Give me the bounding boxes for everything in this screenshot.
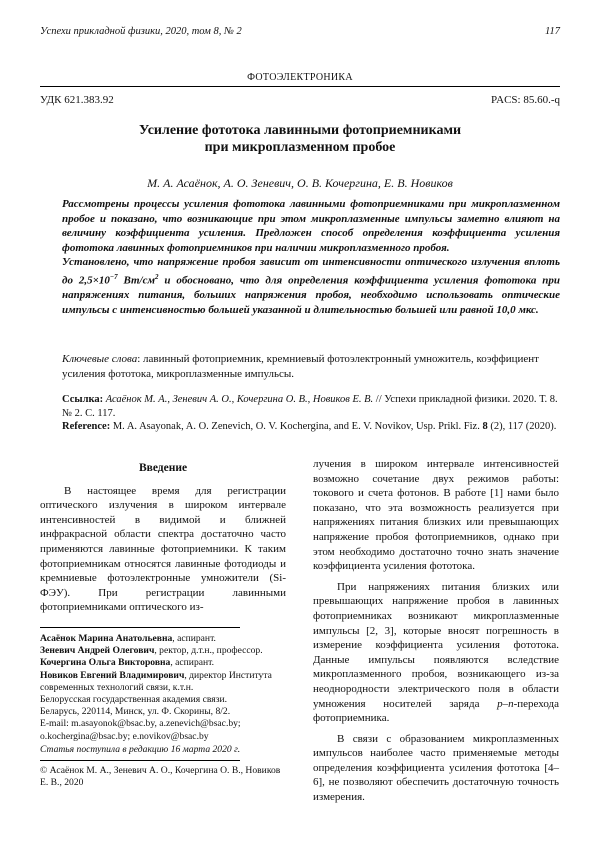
citation-ru-rest: // Успехи прикладной физики. 2020. Т. 8. № 2. С. 117. — [62, 394, 558, 419]
address: Беларусь, 220114, Минск, ул. Ф. Скорины, 8/2. — [40, 706, 231, 718]
author-role: , аспирант. — [170, 657, 214, 669]
author-role: , аспирант. — [172, 633, 216, 644]
author-name: Новиков Евгений Владимирович — [40, 669, 185, 681]
right-column — [313, 457, 559, 805]
intro-paragraph-1-cont: лучения в широком интервале интенсивностей возможно сочетание двух режимов работы: токового и счета фотонов. В работе [1] нами было показано, что эта возможность реализуется при напряжениях питания близких или превышающих напряжение пробоя фотоприемников, однако при этом необходимо достаточно точно знать значение коэффициента усиления фототока. — [313, 458, 559, 573]
title-line-1: Усиление фототока лавинными фотоприемниками — [138, 123, 462, 138]
author-info-item — [40, 633, 290, 645]
author-name: Кочергина Ольга Викторовна — [40, 657, 171, 669]
paragraph-text: При напряжениях питания близких или превышающих напряжение пробоя в лавинных фотоприемниках возникают микроплазменные импульсы [2, 3], которые вносят погрешность в измерение коэффициента усиления фототока. Данные импульсы появляются вследствие микроплазменного пробоя, возникающего из-за неоднородности электрического поля в области умножения носителей заряда — [313, 580, 559, 710]
rubric-divider — [40, 86, 560, 87]
author-name: Асаёнок Марина Анатольевна — [40, 633, 173, 644]
citation-en-volume: 8 — [482, 421, 488, 433]
citation-en — [62, 420, 560, 434]
received-date: Статья поступила в редакцию 16 марта 2020 г. — [40, 744, 241, 755]
abstract-text: Установлено, что напряжение пробоя зависит от интенсивности оптического излучения вплоть до 2,5×10 — [62, 256, 560, 287]
footnote-divider — [40, 627, 240, 628]
citation-ru-label: Ссылка: — [62, 394, 104, 405]
intro-paragraph-1: В настоящее время для регистрации оптического излучения в широком интервале интенсивностей в видимой и ближней инфракрасной области спектра достаточно часто применяются лавинные фотоприемники. К таким фотоприемникам относятся лавинные фотодиоды и кремниевые фотоэлектронные умножители (Si-ФЭУ). При регистрации лавинными фотоприемниками оптического из- — [40, 484, 286, 614]
title-line-2: при микроплазменном пробое — [204, 140, 396, 155]
unit-exponent: 2 — [155, 272, 159, 281]
citation-block — [62, 393, 560, 434]
copyright: © Асаёнок М. А., Зеневич А. О., Кочергина О. В., Новиков Е. В., 2020 — [40, 765, 281, 789]
author-info-item — [40, 670, 290, 694]
page-number: 117 — [545, 26, 560, 37]
article-title — [60, 122, 540, 156]
pacs-code: PACS: 85.60.-q — [491, 94, 560, 106]
section-rubric: ФОТОЭЛЕКТРОНИКА — [247, 72, 353, 83]
keywords-label: Ключевые слова — [62, 353, 138, 365]
author-name: Зеневич Андрей Олегович — [40, 645, 155, 657]
affiliation: Белорусская государственная академия связи. — [40, 694, 228, 706]
running-header — [40, 26, 560, 37]
abstract-text: и обосновано, что для определения коэффициента усиления фототока при напряжениях питания, больших напряжения пробоя, необходимо использовать оптические импульсы с интенсивностью большей указанной и длительностью большей или равной 10,0 мкс. — [62, 274, 560, 316]
author-info-item — [40, 645, 290, 657]
author-role: , директор Института современных технологий связи, к.т.н. — [40, 669, 272, 693]
citation-ru — [62, 393, 560, 420]
emails: E-mail: m.asayonok@bsac.by, a.zenevich@bsac.by; o.kochergina@bsac.by; e.novikov@bsac.by — [40, 718, 241, 742]
author-info — [40, 633, 290, 743]
keywords-text: : лавинный фотоприемник, кремниевый фотоэлектронный умножитель, коэффициент усиления фототока, микроплазменные импульсы. — [62, 353, 539, 380]
citation-en-label: Reference: — [62, 421, 111, 433]
citation-en-rest: M. A. Asayonak, A. O. Zenevich, O. V. Kochergina, and E. V. Novikov, Usp. Prikl. Fiz. — [110, 421, 483, 433]
intro-paragraph-3: В связи с образованием микроплазменных импульсов наиболее часто применяемые методы определения коэффициента усиления фототока [4–6], не позволяют обеспечить достаточную точность измерения. — [313, 732, 559, 804]
intro-paragraph-2 — [313, 580, 559, 726]
exponent: −7 — [109, 272, 118, 281]
abstract — [62, 197, 560, 317]
abstract-paragraph-2 — [62, 255, 560, 317]
pn-junction: p–n — [497, 697, 514, 710]
left-column — [40, 461, 286, 615]
author-info-item — [40, 657, 290, 669]
udc-code: УДК 621.383.92 — [40, 94, 114, 106]
citation-en-tail: (2), 117 (2020). — [487, 421, 557, 433]
journal-citation: Успехи прикладной физики, 2020, том 8, № 2 — [40, 26, 242, 37]
abstract-paragraph-1: Рассмотрены процессы усиления фототока лавинными фотоприемниками при микроплазменном пробое и показано, что возникающие при этом микроплазменные импульсы заметно влияют на величину коэффициента усиления. Предложен способ определения коэффициента усиления фототока лавинных фотоприемников при наличии микроплазменного пробоя. — [62, 198, 560, 254]
section-heading-intro: Введение — [138, 462, 188, 474]
author-role: , ректор, д.т.н., профессор. — [154, 645, 263, 657]
paragraph-text: -перехода фотоприемника. — [313, 697, 559, 725]
keywords — [62, 352, 560, 381]
unit: Вт/см — [117, 274, 156, 287]
authors: М. А. Асаёнок, А. О. Зеневич, О. В. Кочергина, Е. В. Новиков — [147, 176, 453, 190]
footnote-divider-2 — [40, 760, 240, 761]
citation-ru-authors: Асаёнок М. А., Зеневич А. О., Кочергина О. В., Новиков Е. В. — [103, 394, 374, 405]
